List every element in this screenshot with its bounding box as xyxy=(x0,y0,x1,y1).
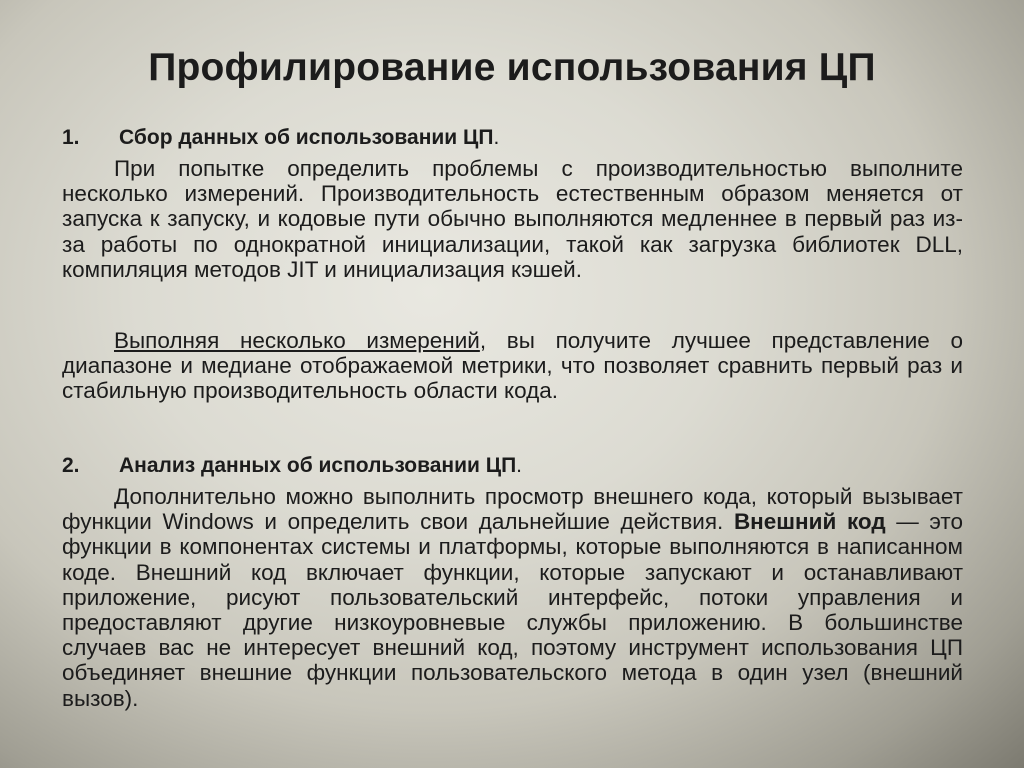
section-1-paragraph-1-text: При попытке определить проблемы с производительностью выполните несколько измерений. Производительность естественным образом меняется от запуска к запуску, и кодовые пути обычно выполняются медленнее в первый раз из-за работы по однократной инициализации, такой как загрузка библиотек DLL, компиляция методов JIT и инициализация кэшей. xyxy=(62,156,963,282)
external-code-term: Внешний код xyxy=(733,509,886,535)
section-2-paragraph-1-text: — это функции в компонентах системы и платформы, которые выполняются в написанном коде. Внешний код включает функции, которые запускают и останавливают приложение, рисуют пользовательский интерфейс, потоки управления и предоставляют другие низкоуровневые службы приложению. В большинстве случаев вас не интересует внешний код, поэтому инструмент использования ЦП объединяет внешние функции пользовательского метода в один узел (внешний вызов). xyxy=(62,509,963,711)
section-1-heading-text: Сбор данных об использовании ЦП xyxy=(119,126,494,149)
section-1-number: 1. xyxy=(62,126,80,149)
section-2-paragraph-1 xyxy=(62,484,963,711)
section-1-underlined-phrase: Выполняя несколько измерений xyxy=(114,328,480,353)
section-2-number: 2. xyxy=(62,454,80,477)
section-1-paragraph-1 xyxy=(62,156,963,282)
section-1-paragraph-2 xyxy=(62,328,963,404)
section-2-paragraph-1-intro: Дополнительно можно выполнить просмотр внешнего кода, который вызывает функции Windows и определить свои дальнейшие действия. xyxy=(62,484,963,535)
section-2-heading xyxy=(62,454,522,478)
section-1-heading xyxy=(62,126,499,150)
section-1-paragraph-2-text: , вы получите лучшее представление о диапазоне и медиане отображаемой метрики, что позволяет сравнить первый раз и стабильную производительность области кода. xyxy=(62,328,963,404)
slide-title: Профилирование использования ЦП xyxy=(148,46,876,89)
section-1-heading-suffix: . xyxy=(493,126,500,149)
section-2-heading-suffix: . xyxy=(516,454,523,477)
section-2-heading-text: Анализ данных об использовании ЦП xyxy=(119,454,517,477)
